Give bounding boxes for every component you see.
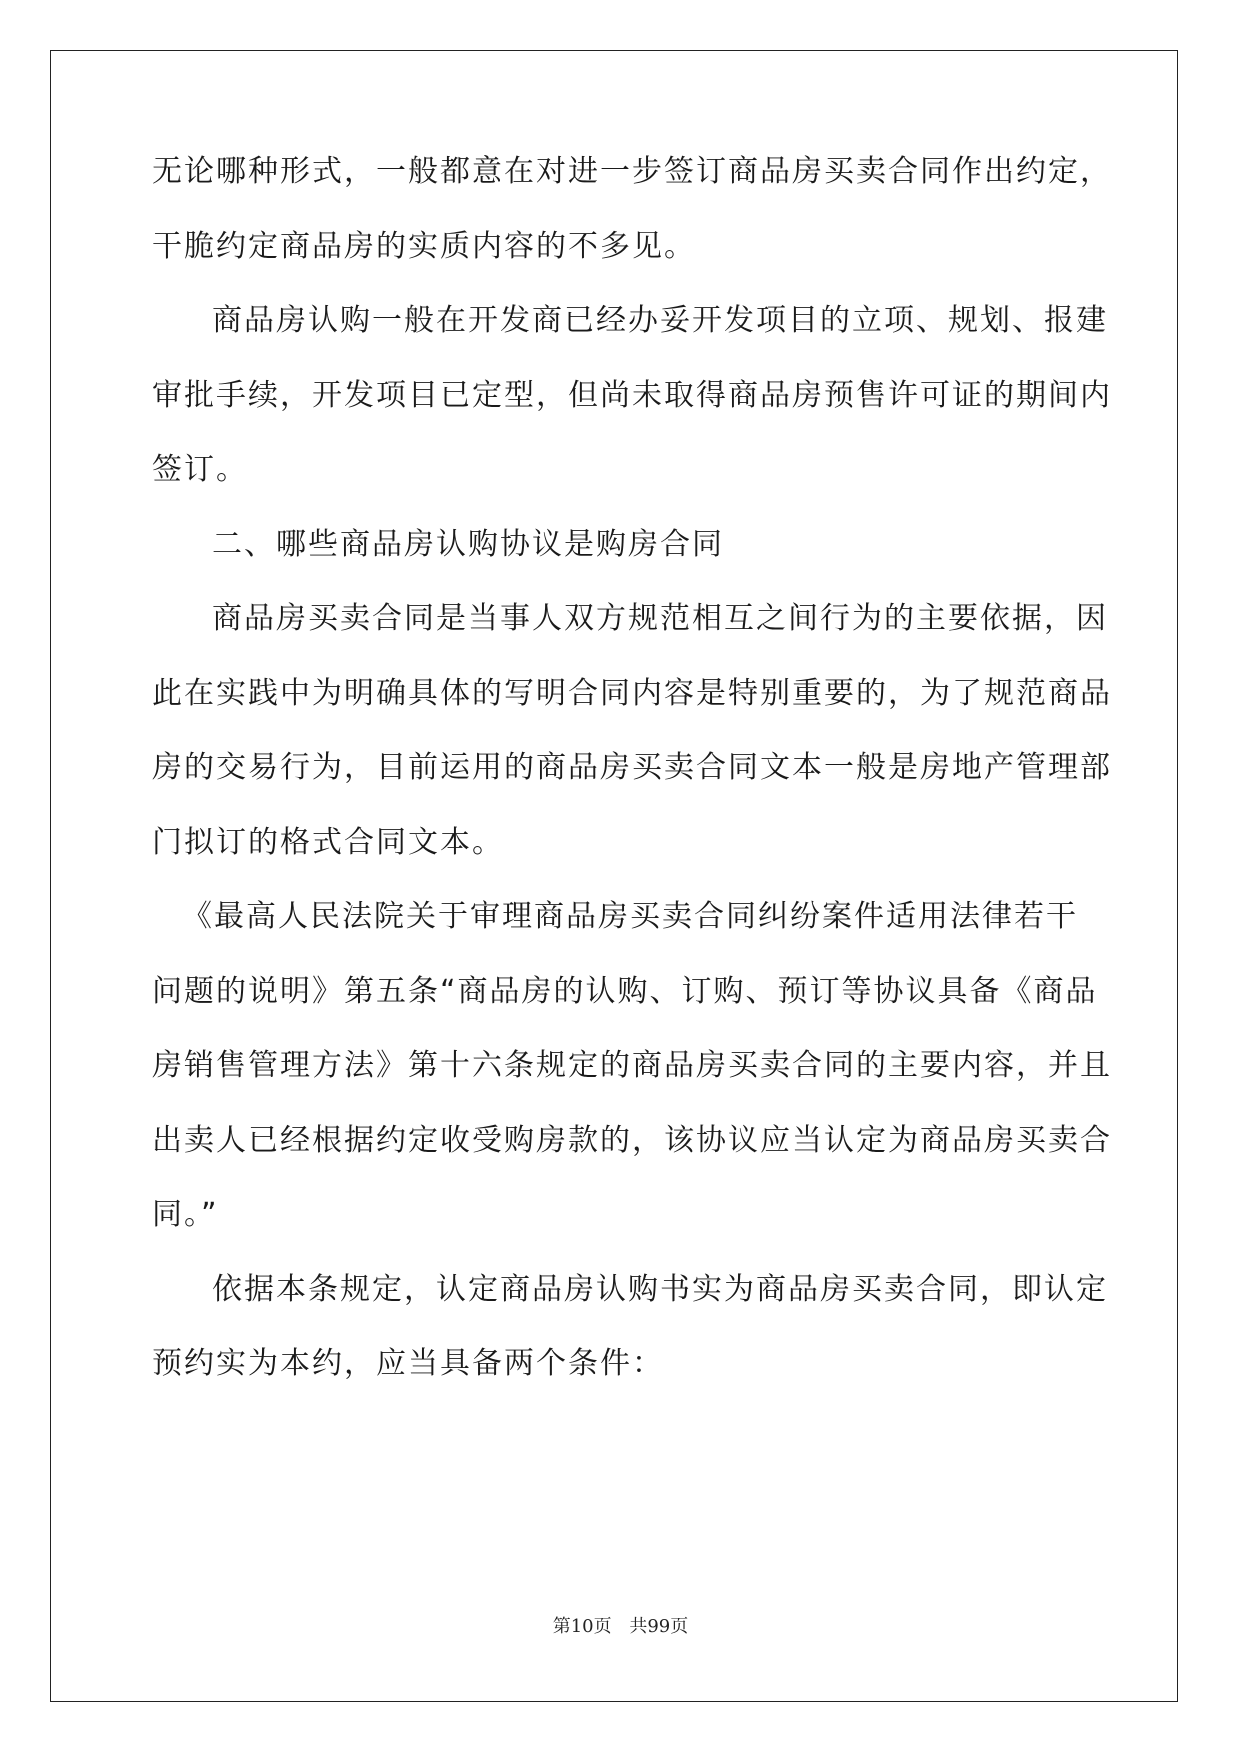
section-heading: 二、哪些商品房认购协议是购房合同 [212,527,724,562]
paragraph-start: 商品房买卖合同是当事人双方规范相互之间行为的主要依据，因 [212,601,1108,636]
text-line: 此在实践中为明确具体的写明合同内容是特别重要的，为了规范商品 [152,676,1112,711]
page-total: 共99页 [629,1616,689,1637]
text-line: 房的交易行为，目前运用的商品房买卖合同文本一般是房地产管理部 [152,750,1112,785]
paragraph-start: 依据本条规定，认定商品房认购书实为商品房买卖合同，即认定 [212,1272,1108,1307]
text-line: 出卖人已经根据约定收受购房款的，该协议应当认定为商品房买卖合 [152,1123,1112,1158]
text-line: 门拟订的格式合同文本。 [152,825,504,860]
page-border [50,50,1178,1702]
text-line: 干脆约定商品房的实质内容的不多见。 [152,229,696,264]
text-line: 审批手续，开发项目已定型，但尚未取得商品房预售许可证的期间内 [152,378,1112,413]
paragraph-start: 《最高人民法院关于审理商品房买卖合同纠纷案件适用法律若干 [182,899,1078,934]
page-footer [0,1612,1241,1638]
text-line: 房销售管理方法》第十六条规定的商品房买卖合同的主要内容，并且 [152,1048,1112,1083]
text-line: 签订。 [152,452,248,487]
text-line: 问题的说明》第五条“商品房的认购、订购、预订等协议具备《商品 [152,974,1098,1009]
text-line: 无论哪种形式，一般都意在对进一步签订商品房买卖合同作出约定， [152,154,1112,189]
text-line: 预约实为本约，应当具备两个条件： [152,1346,664,1381]
page-number: 第10页 [552,1616,612,1637]
text-line: 同。” [152,1197,219,1232]
paragraph-start: 商品房认购一般在开发商已经办妥开发项目的立项、规划、报建 [212,303,1108,338]
